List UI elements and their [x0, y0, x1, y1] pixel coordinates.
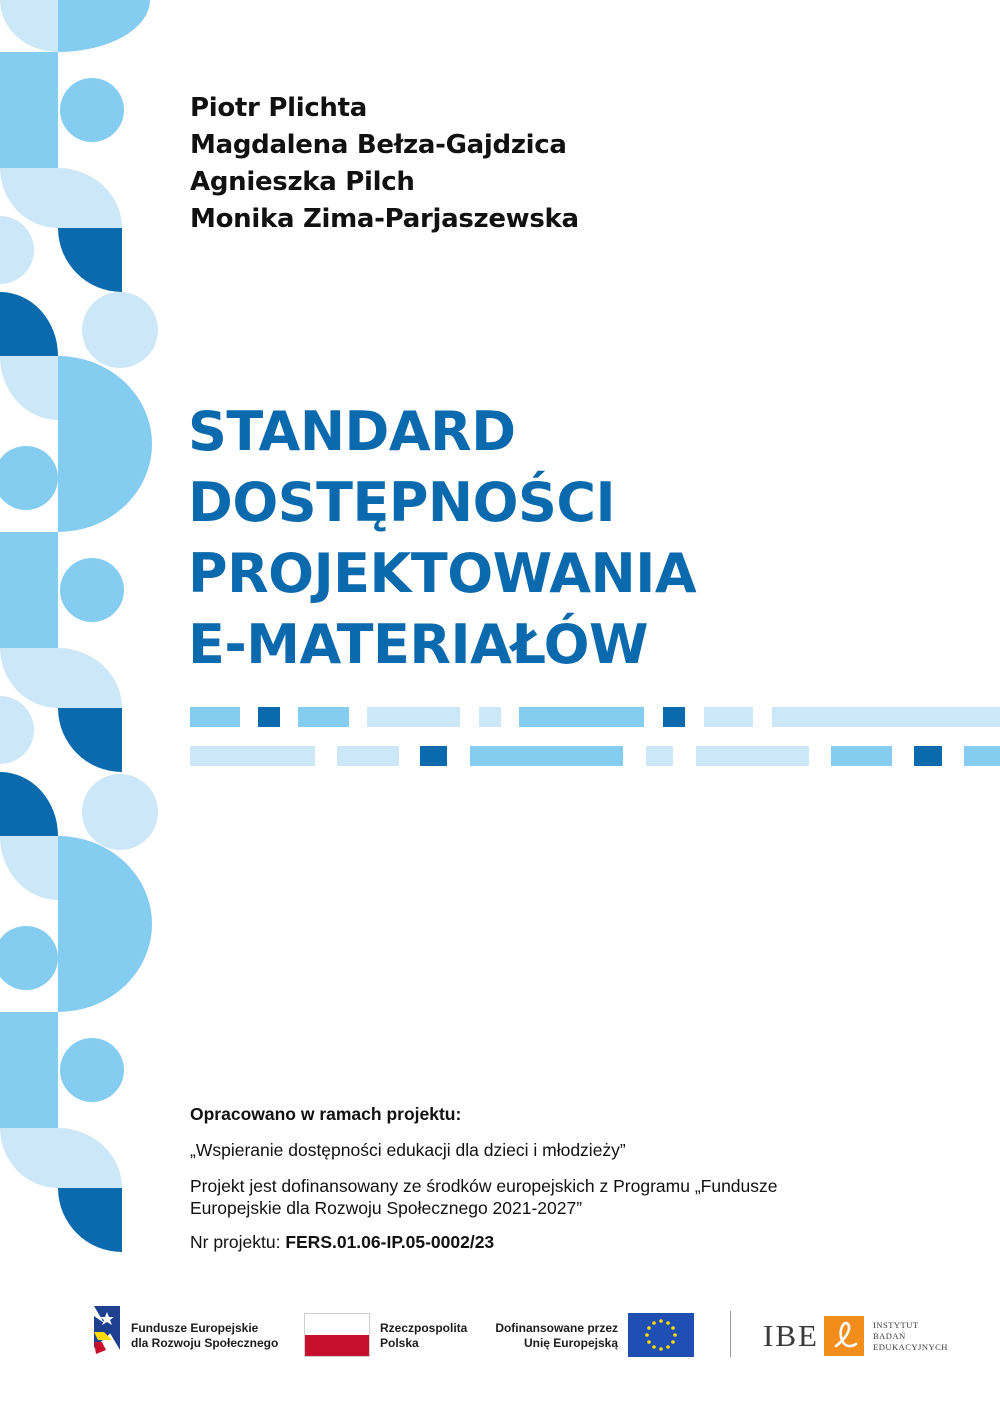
- ibe-logo-line: INSTYTUT: [873, 1320, 919, 1330]
- stripe-segment: [470, 746, 623, 766]
- rp-logo-line: Rzeczpospolita: [380, 1321, 468, 1335]
- flag-red-stripe: [305, 1335, 369, 1356]
- project-number-label: Nr projektu:: [190, 1232, 286, 1252]
- stripe-segment: [964, 746, 1000, 766]
- rp-logo-line: Polska: [380, 1336, 419, 1350]
- stripe-segment: [663, 707, 685, 727]
- stripe-segment: [420, 746, 447, 766]
- title-line: DOSTĘPNOŚCI: [188, 471, 616, 534]
- ue-logo-line: Dofinansowane przez: [495, 1321, 618, 1335]
- polish-flag: [304, 1313, 370, 1357]
- stripe-segment: [914, 746, 942, 766]
- ibe-logo-line: EDUKACYJNYCH: [873, 1342, 948, 1352]
- stripe-segment: [704, 707, 753, 727]
- fe-logo-line: Fundusze Europejskie: [131, 1321, 259, 1335]
- stripe-segment: [298, 707, 349, 727]
- stripe-segment: [519, 707, 644, 727]
- funding-text: Europejskie dla Rozwoju Społecznego 2021-2027”: [190, 1198, 583, 1218]
- ibe-logo-icon: [824, 1316, 864, 1356]
- fe-logo: [90, 1302, 124, 1363]
- stripe-segment: [367, 707, 460, 727]
- fe-logo-icon: [90, 1302, 124, 1358]
- ibe-logo-line: BADAŃ: [873, 1331, 906, 1341]
- stripe-segment: [337, 746, 399, 766]
- title-line: E-MATERIAŁÓW: [188, 613, 649, 676]
- ue-logo-line: Unię Europejską: [523, 1336, 618, 1350]
- authors-list: [190, 90, 579, 238]
- stripe-segment: [190, 746, 315, 766]
- flag-white-stripe: [305, 1314, 369, 1335]
- project-name: „Wspieranie dostępności edukacji dla dzieci i młodzieży”: [190, 1140, 626, 1160]
- ibe-logo-mark: IBE: [763, 1318, 819, 1353]
- ibe-logo-glyph: [824, 1316, 864, 1356]
- fe-logo-line: dla Rozwoju Społecznego: [131, 1336, 279, 1350]
- ibe-logo-text: [873, 1320, 948, 1353]
- fe-logo-text: [131, 1321, 278, 1351]
- title-line: PROJEKTOWANIA: [188, 542, 697, 605]
- document-title: [188, 396, 696, 680]
- stripe-segment: [190, 707, 240, 727]
- rp-logo-text: [380, 1321, 467, 1351]
- author-name: Monika Zima-Parjaszewska: [190, 204, 579, 234]
- stripe-segment: [646, 746, 673, 766]
- author-name: Magdalena Bełza-Gajdzica: [190, 130, 567, 160]
- stripe-segment: [479, 707, 501, 727]
- eu-flag: [628, 1313, 694, 1357]
- stripe-segment: [258, 707, 280, 727]
- funding-text: Projekt jest dofinansowany ze środków europejskich z Programu „Fundusze: [190, 1176, 778, 1196]
- decorative-circle-pattern: [0, 0, 160, 1404]
- project-number: [190, 1231, 910, 1253]
- logo-divider: [730, 1311, 731, 1357]
- stripe-segment: [772, 707, 1000, 727]
- ue-logo-text: [494, 1321, 618, 1351]
- stripe-segment: [831, 746, 892, 766]
- author-name: Agnieszka Pilch: [190, 167, 415, 197]
- project-info: [190, 1103, 910, 1253]
- project-label: Opracowano w ramach projektu:: [190, 1104, 462, 1124]
- title-line: STANDARD: [188, 400, 516, 463]
- author-name: Piotr Plichta: [190, 93, 368, 123]
- project-number-value: FERS.01.06-IP.05-0002/23: [285, 1232, 495, 1252]
- stripe-segment: [696, 746, 809, 766]
